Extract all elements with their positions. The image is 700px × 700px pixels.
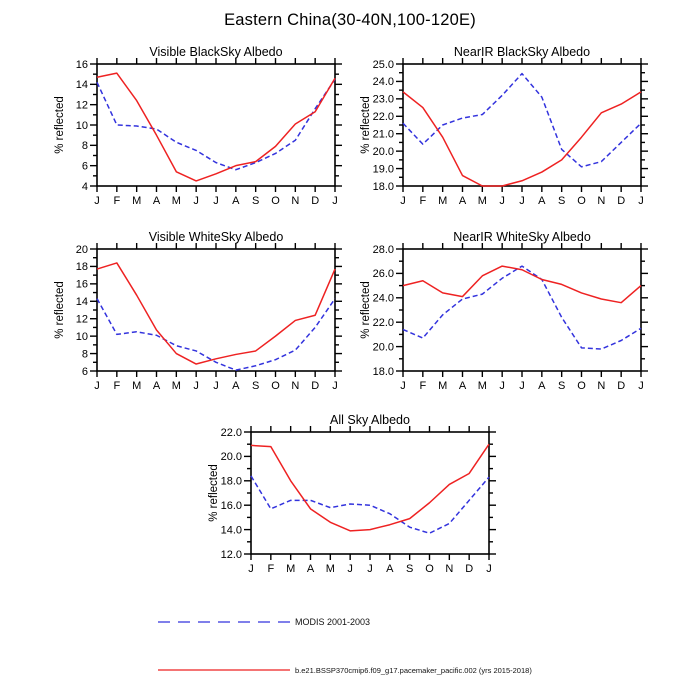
y-tick-label: 6: [81, 365, 88, 378]
month-label: A: [152, 195, 161, 207]
panel-title: Visible WhiteSky Albedo: [148, 230, 284, 244]
month-label: F: [267, 563, 275, 575]
panel-title: All Sky Albedo: [330, 413, 410, 427]
month-label: N: [445, 563, 454, 575]
month-label: J: [519, 380, 525, 392]
y-tick-label: 12.0: [220, 548, 242, 561]
modis-dashed-line-sample: [158, 617, 290, 627]
month-label: A: [232, 195, 240, 207]
month-label: J: [499, 380, 505, 392]
panel-all-sky-albedo: [196, 412, 506, 592]
month-label: O: [425, 563, 434, 575]
chart-svg: [42, 44, 352, 224]
plot-frame: [403, 64, 641, 186]
y-tick-label: 20: [75, 243, 88, 256]
month-label: J: [499, 195, 505, 207]
y-tick-label: 12: [75, 99, 88, 112]
series-line-modis: [403, 74, 641, 167]
month-label: S: [251, 380, 260, 392]
month-label: A: [306, 563, 315, 575]
month-label: J: [367, 563, 373, 575]
month-label: M: [286, 563, 296, 575]
y-tick-label: 24.0: [372, 76, 394, 89]
chart-svg: [42, 229, 352, 409]
y-tick-label: 14: [75, 296, 88, 309]
panel-title: Visible BlackSky Albedo: [149, 45, 283, 59]
month-label: N: [291, 195, 300, 207]
y-tick-label: 14: [75, 79, 88, 92]
legend-item-model: [158, 665, 532, 675]
month-label: S: [557, 380, 566, 392]
month-label: A: [458, 380, 467, 392]
legend-label-model: b.e21.BSSP370cmip6.f09_g17.pacemaker_pacific.002 (yrs 2015-2018): [295, 665, 532, 675]
panel-title: NearIR BlackSky Albedo: [453, 45, 591, 59]
month-label: D: [311, 380, 320, 392]
month-label: J: [400, 195, 406, 207]
month-label: J: [193, 195, 199, 207]
month-label: A: [386, 563, 394, 575]
y-axis-label: % reflected: [208, 464, 220, 522]
y-tick-label: 18.0: [220, 475, 242, 488]
month-label: J: [213, 380, 219, 392]
y-tick-label: 20.0: [220, 451, 242, 464]
y-tick-label: 6: [81, 160, 88, 173]
panel-nearir-whitesky-albedo: [348, 229, 658, 409]
y-tick-label: 22.0: [220, 426, 242, 439]
y-tick-label: 8: [81, 140, 88, 153]
month-label: M: [477, 380, 487, 392]
series-line-modis: [251, 476, 489, 533]
y-tick-label: 19.0: [372, 163, 394, 176]
y-axis-label: % reflected: [360, 96, 372, 154]
series-line-modis: [97, 79, 335, 169]
month-label: M: [171, 380, 181, 392]
month-label: F: [419, 195, 427, 207]
month-label: J: [519, 195, 525, 207]
month-label: D: [617, 195, 626, 207]
y-tick-label: 14.0: [220, 524, 242, 537]
month-label: M: [438, 380, 448, 392]
month-label: S: [251, 195, 260, 207]
month-label: O: [577, 195, 586, 207]
panel-visible-whitesky-albedo: [42, 229, 352, 409]
legend-label-modis: MODIS 2001-2003: [295, 617, 371, 627]
legend-item-modis: [158, 617, 370, 627]
y-tick-label: 28.0: [372, 243, 394, 256]
plot-frame: [251, 432, 489, 554]
month-label: S: [557, 195, 566, 207]
month-label: M: [477, 195, 487, 207]
panel-title: NearIR WhiteSky Albedo: [453, 230, 591, 244]
month-label: J: [332, 380, 338, 392]
series-line-model: [97, 263, 335, 364]
y-axis-label: % reflected: [54, 96, 66, 154]
month-label: J: [332, 195, 338, 207]
month-label: J: [638, 380, 644, 392]
month-label: J: [193, 380, 199, 392]
y-tick-label: 22.0: [372, 111, 394, 124]
month-label: F: [113, 380, 121, 392]
chart-svg: [348, 229, 658, 409]
month-label: N: [597, 380, 606, 392]
panel-nearir-blacksky-albedo: [348, 44, 658, 224]
chart-svg: [196, 412, 506, 592]
month-label: A: [538, 380, 546, 392]
plot-frame: [403, 249, 641, 371]
month-label: A: [538, 195, 546, 207]
y-tick-label: 18.0: [372, 180, 394, 193]
month-label: J: [638, 195, 644, 207]
month-label: J: [347, 563, 353, 575]
series-line-model: [97, 73, 335, 181]
month-label: J: [213, 195, 219, 207]
y-tick-label: 18.0: [372, 365, 394, 378]
month-label: M: [132, 195, 142, 207]
month-label: F: [113, 195, 121, 207]
month-label: S: [405, 563, 414, 575]
y-tick-label: 26.0: [372, 268, 394, 281]
y-axis-label: % reflected: [54, 281, 66, 339]
month-label: N: [291, 380, 300, 392]
figure-title: Eastern China(30-40N,100-120E): [224, 11, 476, 29]
month-label: M: [171, 195, 181, 207]
series-line-model: [403, 266, 641, 303]
month-label: M: [132, 380, 142, 392]
series-line-modis: [403, 266, 641, 349]
y-tick-label: 16.0: [220, 500, 242, 512]
y-tick-label: 12: [75, 313, 88, 326]
y-tick-label: 16: [75, 278, 88, 291]
month-label: J: [248, 563, 254, 575]
plot-frame: [97, 64, 335, 186]
month-label: A: [232, 380, 240, 392]
month-label: D: [465, 563, 474, 575]
month-label: O: [271, 195, 280, 207]
month-label: J: [486, 563, 492, 575]
y-tick-label: 23.0: [372, 93, 394, 106]
month-label: A: [458, 195, 467, 207]
month-label: D: [617, 380, 626, 392]
y-tick-label: 20.0: [372, 145, 394, 158]
month-label: O: [577, 380, 586, 392]
month-label: A: [152, 380, 161, 392]
month-label: J: [94, 195, 100, 207]
y-axis-label: % reflected: [360, 281, 372, 339]
y-tick-label: 24.0: [372, 292, 394, 305]
y-tick-label: 18: [75, 261, 88, 274]
month-label: N: [597, 195, 606, 207]
y-tick-label: 10: [75, 330, 88, 343]
y-tick-label: 16: [75, 58, 88, 71]
y-tick-label: 21.0: [372, 128, 394, 141]
y-tick-label: 25.0: [372, 58, 394, 71]
plot-frame: [97, 249, 335, 371]
y-tick-label: 4: [81, 180, 88, 193]
panel-visible-blacksky-albedo: [42, 44, 352, 224]
month-label: M: [325, 563, 335, 575]
y-tick-label: 8: [81, 348, 88, 361]
y-tick-label: 22.0: [372, 317, 394, 329]
month-label: J: [94, 380, 100, 392]
month-label: F: [419, 380, 427, 392]
model-solid-line-sample: [158, 665, 290, 675]
month-label: D: [311, 195, 320, 207]
y-tick-label: 20.0: [372, 341, 394, 354]
series-line-model: [403, 92, 641, 186]
month-label: M: [438, 195, 448, 207]
chart-svg: [348, 44, 658, 224]
y-tick-label: 10: [75, 119, 88, 132]
month-label: J: [400, 380, 406, 392]
month-label: O: [271, 380, 280, 392]
